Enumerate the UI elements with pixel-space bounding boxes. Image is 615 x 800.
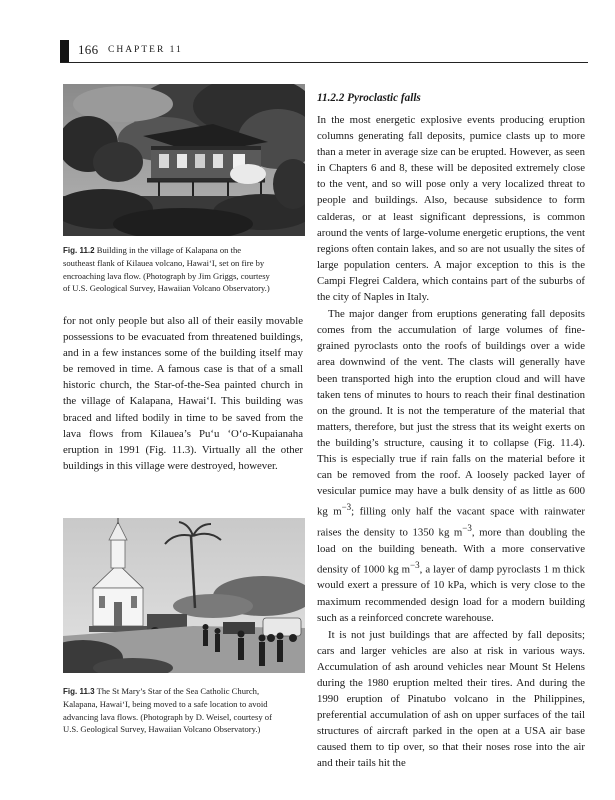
right-column	[317, 92, 585, 773]
text-run: ; filling only half the vacant space with rainwater raises the density to 1350 kg m	[317, 505, 585, 539]
figure-11-3-photo	[63, 518, 305, 673]
left-column	[63, 313, 303, 474]
header-rule	[60, 62, 588, 63]
figure-11-3-label: Fig. 11.3	[63, 687, 95, 696]
figure-11-2-label: Fig. 11.2	[63, 246, 95, 255]
figure-11-2-caption	[63, 244, 273, 294]
body-paragraph: In the most energetic explosive events producing eruption columns generating fall deposits, pumice clasts up to more than a meter in average size can be erupted. However, as seen in Chapters 6 and 8, these will be deposited extremely close to the vent, and so will pose only a very localized threat to people and buildings. Also, because subsidence to form calderas, or at least significant depressions, is common around the vents of large-volume energetic eruptions, the vent regions often contain lakes, and so are not usually the sites of large population centers. A major exception to this is the Campi Flegrei Caldera, which contains part of the suburbs of the city of Naples in Italy.	[317, 114, 585, 304]
header-marker-bar	[60, 40, 69, 62]
figure-11-2-photo	[63, 84, 305, 236]
text-run: , a layer of damp pyroclasts 1 m thick would exert a pressure of 10 kPa, which is very close to the maximum recommended design load for a modern building such as a reinforced concrete warehouse.	[317, 563, 585, 624]
superscript: −3	[341, 502, 352, 513]
chapter-label: CHAPTER 11	[108, 45, 183, 55]
text-run: , more than doubling the load on the building beneath. With a more conservative density of 1000 kg m	[317, 526, 585, 576]
body-paragraph: It is not just buildings that are affected by fall deposits; cars and larger vehicles are also at risk in various ways. Accumulation of ash around vehicles near Mount St Helens during the 1980 eruption melted their tires. And during the 1990 eruption of Pinatubo volcano in the Philippines, preferential accumulation of ash on upper surfaces of the tail structures of aircraft parked in the open at a USA air base caused them to tip over, so that their noses rose into the air and their tails hit the	[317, 628, 585, 770]
section-heading: 11.2.2 Pyroclastic falls	[317, 92, 421, 104]
figure-11-2-caption-text: Building in the village of Kalapana on the southeast flank of Kilauea volcano, Hawai‘I, set on fire by encroaching lava flow. (Photograph by Jim Griggs, courtesy of U.S. Geological Survey, Hawaiian Volcano Observatory.)	[63, 245, 270, 293]
body-paragraph: for not only people but also all of their easily movable possessions to be evacuated from threatened buildings, and in a few instances some of the building itself may be removed in time. A famous case is that of a small historic church, the Star-of-the-Sea painted church in the village of Kalapana, Hawai‘I. This building was braced and lifted bodily in time to be saved from the lava flows from Kilauea’s Pu‘u ‘O‘o-Kupaianaha eruption in 1991 (Fig. 11.3). Virtually all the other buildings in this village were destroyed, however.	[63, 315, 303, 472]
superscript: −3	[410, 559, 420, 570]
superscript: −3	[462, 522, 472, 533]
figure-11-3-caption-text: The St Mary’s Star of the Sea Catholic Church, Kalapana, Hawai‘I, being moved to a safe location to avoid advancing lava flows. (Photograph by D. Weisel, courtesy of U.S. Geological Survey, Hawaiian Volcano Observatory.)	[63, 686, 272, 734]
text-run: The major danger from eruptions generating fall deposits comes from the accumulation of large volumes of fine-grained pyroclasts onto the roofs of buildings over a wide area downwind of the vent. The clasts will generally have been transported high into the eruption cloud and will have taken tens of minutes to hours to reach their final destination on the ground. It is not the temperature of the material that matters, therefore, but just the stress that its weight exerts on the building’s structure, causing it to collapse (Fig. 11.4). This is especially true if rain falls on the material before it can be removed from the roof. A loosely packed layer of vesicular pumice may have a bulk density of as little as 600 kg m	[317, 308, 585, 518]
page-number: 166	[78, 42, 99, 57]
body-paragraph	[317, 306, 585, 626]
figure-11-3-caption	[63, 685, 275, 735]
